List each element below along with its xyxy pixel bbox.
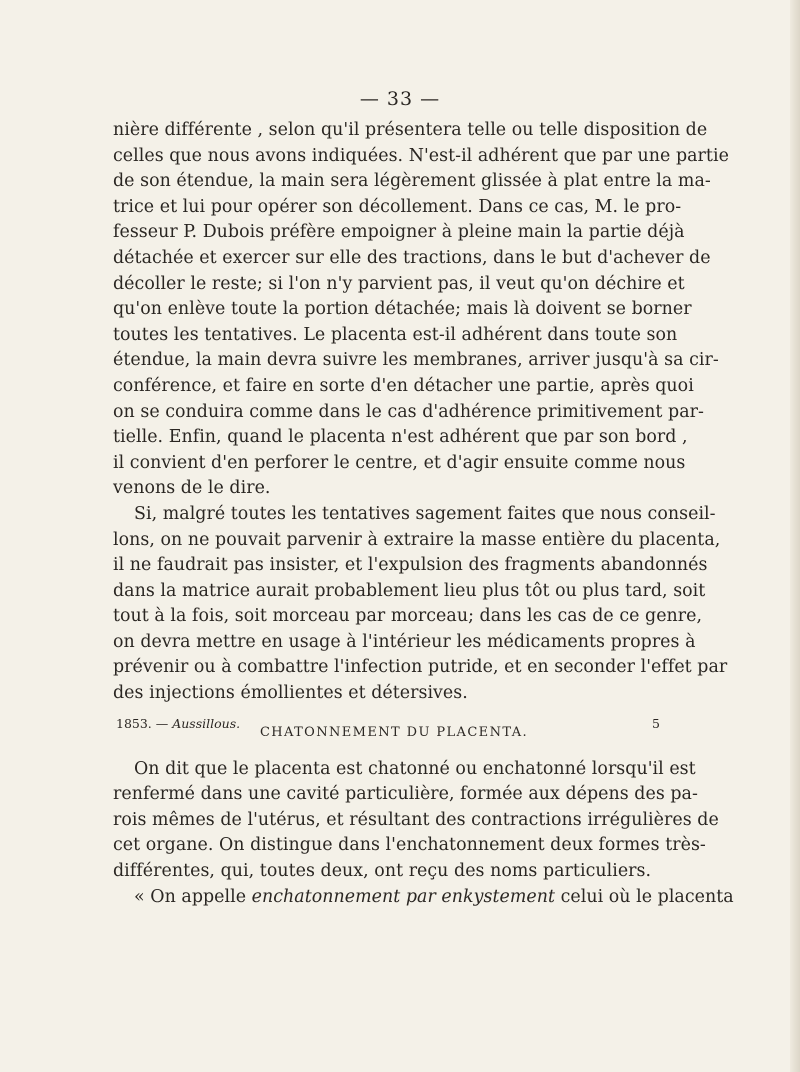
text-line: lons, on ne pouvait parvenir à extraire la masse entière du placenta, (113, 529, 721, 550)
text-line: tout à la fois, soit morceau par morceau; dans les cas de ce genre, (113, 606, 703, 627)
footer-left (116, 716, 240, 731)
page-footer (116, 716, 660, 731)
text-line: dans la matrice aurait probablement lieu plus tôt ou plus tard, soit (113, 580, 706, 601)
paragraph-3 (113, 757, 719, 885)
body-text (113, 118, 734, 910)
footer-year: 1853. — (116, 716, 173, 731)
quote-italic-term: enchatonnement par enkystement (251, 886, 555, 907)
text-line: étendue, la main devra suivre les membranes, arriver jusqu'à sa cir- (113, 350, 719, 371)
text-line: on se conduira comme dans le cas d'adhérence primitivement par- (113, 401, 704, 422)
page-number: — 33 — (359, 88, 441, 110)
text-line: détachée et exercer sur elle des tractions, dans le but d'achever de (113, 247, 711, 268)
text-line: fesseur P. Dubois préfère empoigner à pleine main la partie déjà (113, 222, 685, 243)
text-line: trice et lui pour opérer son décollement. Dans ce cas, M. le pro- (113, 196, 682, 217)
text-line: de son étendue, la main sera légèrement glissée à plat entre la ma- (113, 171, 711, 192)
text-line: rois mêmes de l'utérus, et résultant des contractions irrégulières de (113, 809, 719, 830)
text-line: qu'on enlève toute la portion détachée; mais là doivent se borner (113, 299, 692, 320)
text-line-quote (113, 885, 734, 911)
text-line: toutes les tentatives. Le placenta est-il adhérent dans toute son (113, 324, 678, 345)
quote-suffix: celui où le placenta (555, 886, 734, 907)
text-line: nière différente , selon qu'il présentera telle ou telle disposition de (113, 120, 708, 140)
text-line: différentes, qui, toutes deux, ont reçu des noms particuliers. (113, 861, 652, 882)
text-line: tielle. Enfin, quand le placenta n'est adhérent que par son bord , (113, 427, 688, 448)
text-line: décoller le reste; si l'on n'y parvient pas, il veut qu'on déchire et (113, 273, 685, 294)
text-line: venons de le dire. (113, 478, 271, 499)
text-line: prévenir ou à combattre l'infection putride, et en seconder l'effet par (113, 657, 728, 678)
text-line: on devra mettre en usage à l'intérieur les médicaments propres à (113, 631, 696, 652)
text-line: cet organe. On distingue dans l'enchatonnement deux formes très- (113, 835, 706, 856)
text-line: renfermé dans une cavité particulière, formée aux dépens des pa- (113, 784, 698, 805)
text-line: On dit que le placenta est chatonné ou enchatonné lorsqu'il est (134, 758, 696, 779)
section-heading: CHATONNEMENT DU PLACENTA. (259, 724, 529, 740)
text-line: il ne faudrait pas insister, et l'expulsion des fragments abandonnés (113, 555, 708, 576)
signature-number: 5 (652, 716, 660, 731)
text-line: conférence, et faire en sorte d'en détacher une partie, après quoi (113, 375, 694, 396)
paragraph-1 (113, 118, 729, 502)
text-line: celles que nous avons indiquées. N'est-il adhérent que par une partie (113, 145, 729, 166)
quote-prefix: « On appelle (134, 886, 252, 907)
text-line: des injections émollientes et détersives. (113, 683, 468, 704)
page-edge (790, 0, 800, 1072)
text-line: il convient d'en perforer le centre, et d'agir ensuite comme nous (113, 452, 686, 473)
footer-signature: Aussillous. (172, 716, 241, 731)
paragraph-2 (113, 502, 728, 707)
text-line: Si, malgré toutes les tentatives sagement faites que nous conseil- (134, 503, 716, 524)
